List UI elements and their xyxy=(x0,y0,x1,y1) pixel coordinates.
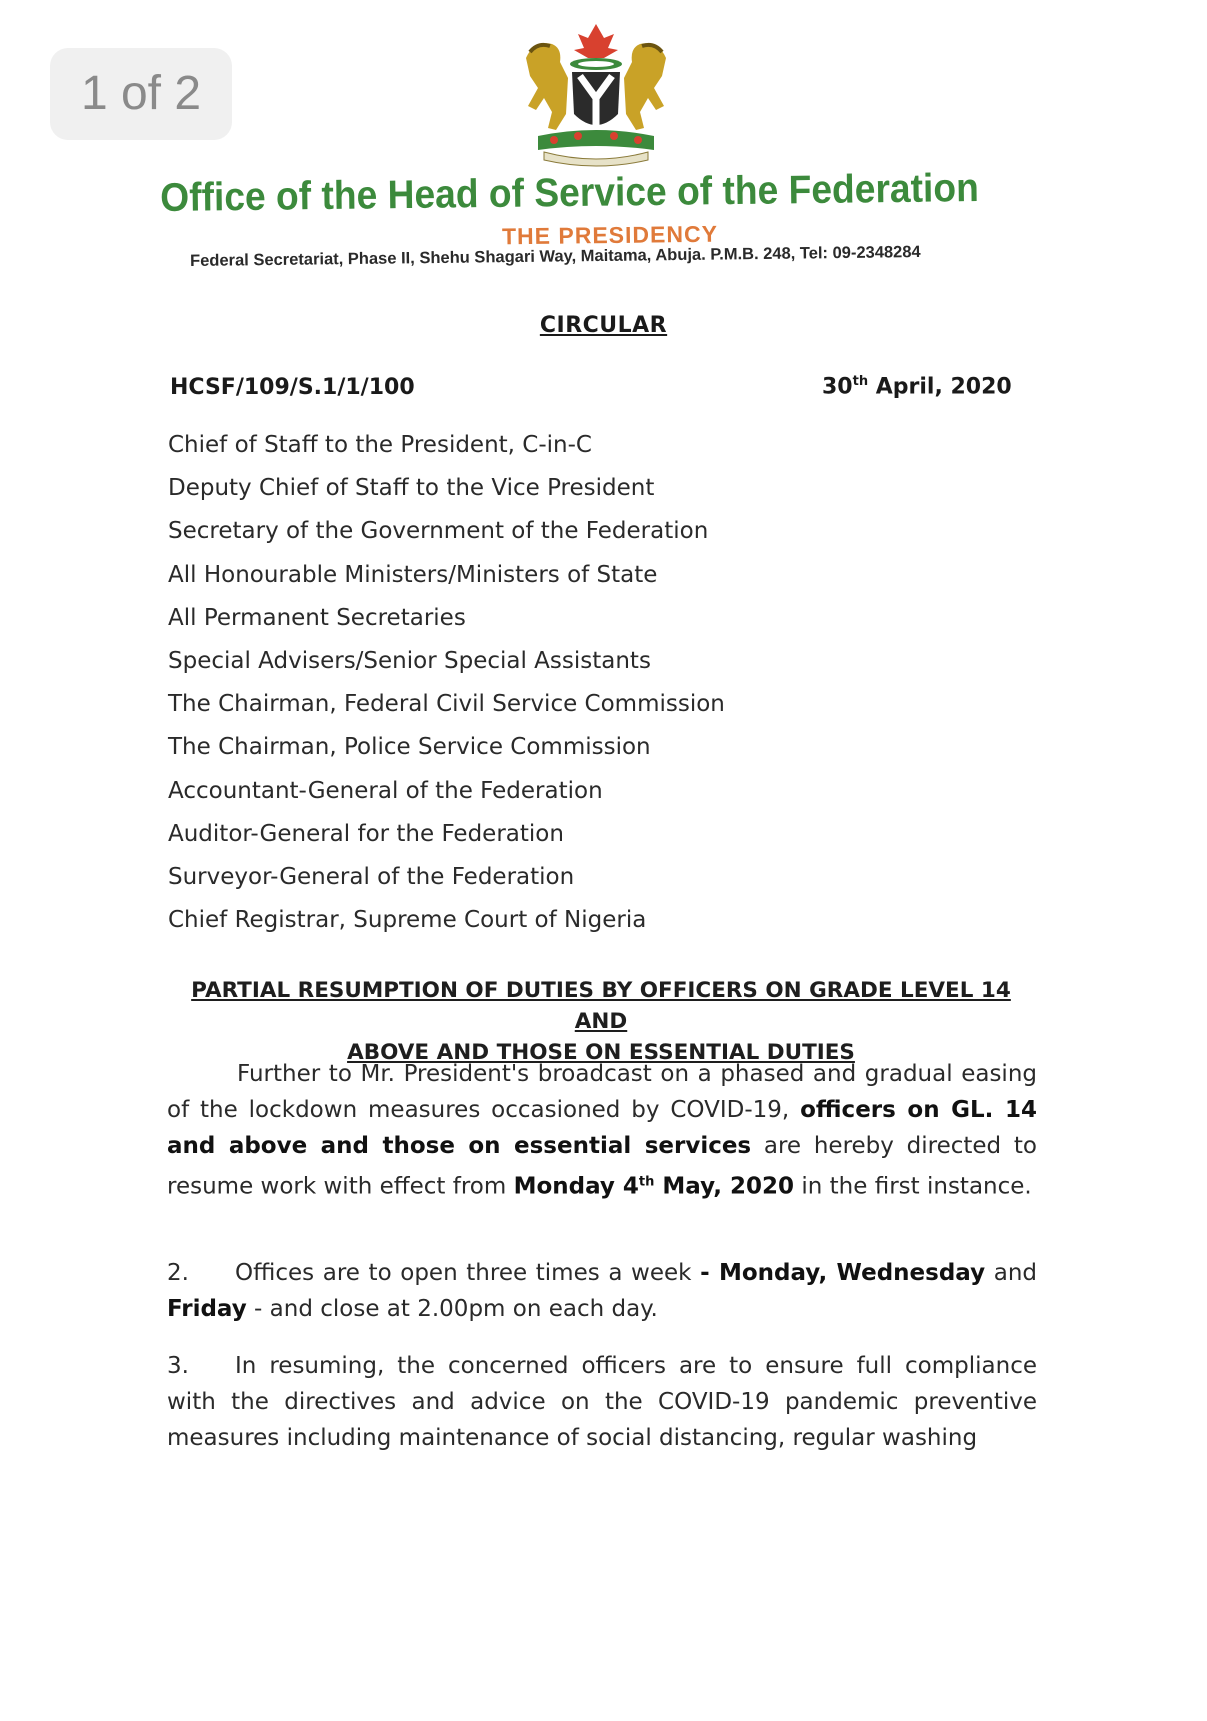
reference-number: HCSF/109/S.1/1/100 xyxy=(170,375,415,400)
office-title: Office of the Head of Service of the Federation xyxy=(160,165,980,220)
p2-text-3: - and close at 2.00pm on each day. xyxy=(246,1295,658,1322)
office-address: Federal Secretariat, Phase II, Shehu Shagari Way, Maitama, Abuja. P.M.B. 248, Tel: 09-2348284 xyxy=(190,243,921,270)
recipient-item: Chief Registrar, Supreme Court of Nigeria xyxy=(168,907,647,934)
p1-text-1: Further to Mr. President's broadcast on a phased and gradual easing of the lockdown measures occasioned by COVID-19, xyxy=(167,1061,1037,1123)
date-month-year: April, 2020 xyxy=(868,374,1012,400)
recipient-item: Deputy Chief of Staff to the Vice President xyxy=(168,475,655,502)
p2-text-2: and xyxy=(985,1260,1038,1286)
recipient-item: The Chairman, Federal Civil Service Commission xyxy=(168,691,725,718)
p2-number: 2. xyxy=(167,1260,189,1286)
recipient-item: Surveyor-General of the Federation xyxy=(168,863,575,890)
nigeria-coat-of-arms-icon xyxy=(508,18,684,168)
p2-bold-1: - Monday, Wednesday xyxy=(700,1260,986,1286)
heading-line-1: PARTIAL RESUMPTION OF DUTIES BY OFFICERS ON GRADE LEVEL 14 AND xyxy=(191,978,1011,1034)
recipient-item: Chief of Staff to the President, C-in-C xyxy=(168,432,592,458)
recipient-list xyxy=(168,432,725,950)
p3-number: 3. xyxy=(167,1353,189,1379)
recipient-item: All Permanent Secretaries xyxy=(168,604,466,631)
recipient-item: Secretary of the Government of the Federation xyxy=(168,518,709,545)
paragraph-3 xyxy=(167,1349,1037,1456)
p2-text-1: Offices are to open three times a week xyxy=(235,1260,701,1286)
presidency-subtitle: THE PRESIDENCY xyxy=(501,220,719,250)
date-day: 30 xyxy=(822,374,853,400)
p1-bold-2: Monday 4 xyxy=(513,1174,639,1201)
circular-heading xyxy=(170,975,1032,1068)
recipient-item: Auditor-General for the Federation xyxy=(168,820,564,847)
p1-text-3: in the first instance. xyxy=(794,1174,1032,1201)
p1-bold-1: officers on GL. 14 and above and those on essential services xyxy=(167,1096,1037,1159)
p1-text-2: are hereby directed to resume work with effect from xyxy=(167,1132,1037,1201)
p1-bold-3: May, 2020 xyxy=(654,1174,795,1201)
paragraph-1 xyxy=(167,1057,1037,1206)
p1-bold-sup: th xyxy=(638,1174,655,1190)
document-date xyxy=(822,374,1012,399)
recipient-item: The Chairman, Police Service Commission xyxy=(168,734,651,761)
p2-bold-2: Friday xyxy=(167,1295,247,1322)
recipient-item: All Honourable Ministers/Ministers of State xyxy=(168,561,658,588)
recipient-item: Special Advisers/Senior Special Assistants xyxy=(168,647,651,674)
date-suffix: th xyxy=(852,374,869,389)
heading-line-2: ABOVE AND THOSE ON ESSENTIAL DUTIES xyxy=(347,1040,855,1065)
recipient-item: Accountant-General of the Federation xyxy=(168,777,603,804)
page-counter-badge: 1 of 2 xyxy=(50,48,232,140)
paragraph-2 xyxy=(167,1256,1037,1328)
p3-text-1: In resuming, the concerned officers are to ensure full compliance with the directives and advice on the COVID-19 pandemic preventive measures including maintenance of social distancing, regular washing xyxy=(167,1353,1037,1451)
document-type-label: CIRCULAR xyxy=(539,313,668,338)
